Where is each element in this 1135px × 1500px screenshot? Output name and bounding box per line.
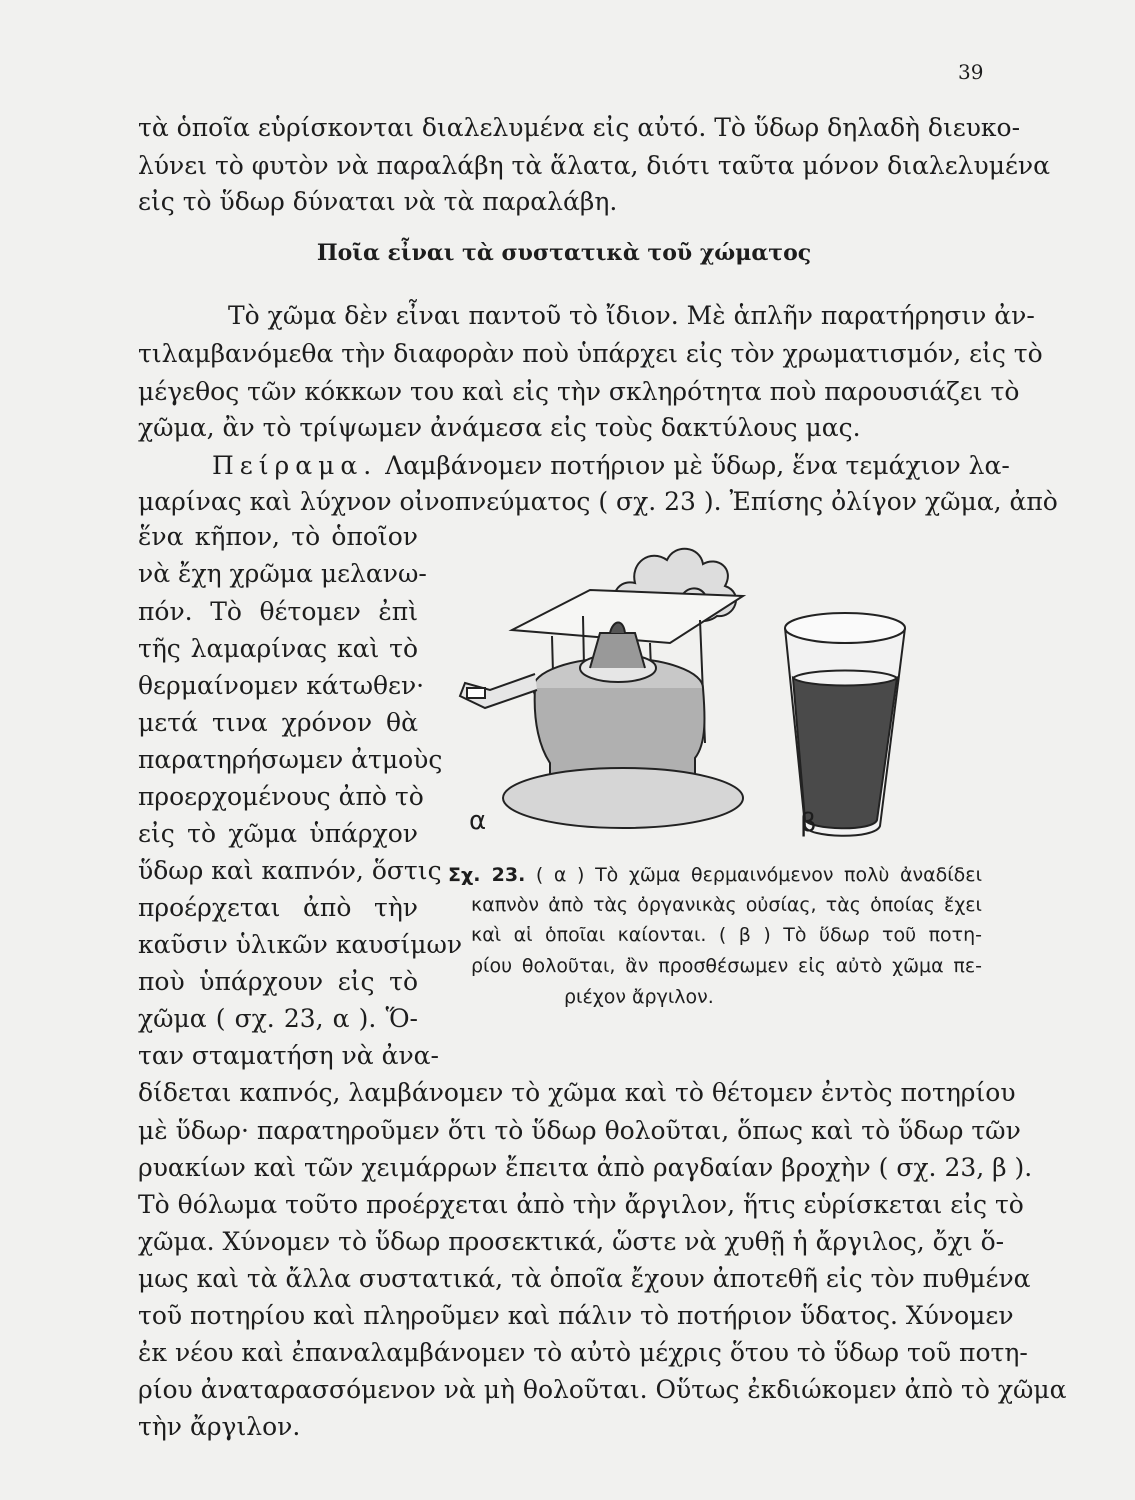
text-line: προέρχεται ἀπὸ τὴν	[138, 893, 418, 922]
text-line: τὰ ὁποῖα εὑρίσκονται διαλελυμένα εἰς αὐτό. Τὸ ὕδωρ δηλαδὴ διευκο-	[138, 113, 1021, 142]
figure-caption-line: ρίου θολοῦται, ἂν προσθέσωμεν εἰς αὐτὸ χῶμα πε-	[471, 955, 982, 977]
text-line: ποὺ ὑπάρχουν εἰς τὸ	[138, 967, 418, 996]
text-line: μως καὶ τὰ ἄλλα συστατικά, τὰ ὁποῖα ἔχουν ἀποτεθῆ εἰς τὸν πυθμένα	[138, 1264, 1031, 1293]
text-line: εἰς τὸ χῶμα ὑπάρχον	[138, 819, 418, 848]
text-line: μαρίνας καὶ λύχνον οἰνοπνεύματος ( σχ. 23 ). Ἐπίσης ὀλίγον χῶμα, ἀπὸ	[138, 487, 1058, 516]
text-line: μετά τινα χρόνον θὰ	[138, 708, 418, 737]
figure-label-b: β	[800, 808, 817, 838]
figure-caption-line: ριέχον ἄργιλον.	[564, 986, 714, 1008]
figure-23	[455, 508, 990, 848]
text-line: τιλαμβανόμεθα τὴν διαφορὰν ποὺ ὑπάρχει εἰς τὸν χρωματισμόν, εἰς τὸ	[138, 339, 1043, 368]
text-line: χῶμα ( σχ. 23, α ). Ὅ-	[138, 1004, 418, 1033]
text-line: δίδεται καπνός, λαμβάνομεν τὸ χῶμα καὶ τὸ θέτομεν ἐντὸς ποτηρίου	[138, 1078, 1016, 1107]
text-line: μὲ ὕδωρ· παρατηροῦμεν ὅτι τὸ ὕδωρ θολοῦται, ὅπως καὶ τὸ ὕδωρ τῶν	[138, 1116, 1021, 1145]
text-line: Τὸ χῶμα δὲν εἶναι παντοῦ τὸ ἴδιον. Μὲ ἁπλῆν παρατήρησιν ἀν-	[228, 301, 1035, 330]
text-line: τοῦ ποτηρίου καὶ πληροῦμεν καὶ πάλιν τὸ ποτήριον ὕδατος. Χύνομεν	[138, 1301, 1014, 1330]
text-line: χῶμα, ἂν τὸ τρίψωμεν ἀνάμεσα εἰς τοὺς δακτύλους μας.	[138, 413, 861, 442]
figure-caption-line: καπνὸν ἀπὸ τὰς ὀργανικὰς οὐσίας, τὰς ὁποίας ἔχει	[471, 894, 982, 916]
text-line: ρίου ἀναταρασσόμενον νὰ μὴ θολοῦται. Οὕτως ἐκδιώκομεν ἀπὸ τὸ χῶμα	[138, 1375, 1067, 1404]
text-line: λύνει τὸ φυτὸν νὰ παραλάβη τὰ ἅλατα, διότι ταῦτα μόνον διαλελυμένα	[138, 151, 1050, 180]
text-line: προερχομένους ἀπὸ τὸ	[138, 782, 424, 811]
text-line: χῶμα. Χύνομεν τὸ ὕδωρ προσεκτικά, ὥστε νὰ χυθῇ ἡ ἄργιλος, ὄχι ὅ-	[138, 1227, 1005, 1256]
text-line: ταν σταματήση νὰ ἀνα-	[138, 1041, 440, 1070]
text-line: ὕδωρ καὶ καπνόν, ὅστις	[138, 856, 442, 885]
text-line: ρυακίων καὶ τῶν χειμάρρων ἔπειτα ἀπὸ ραγδαίαν βροχὴν ( σχ. 23, β ).	[138, 1153, 1033, 1182]
text-line: τῆς λαμαρίνας καὶ τὸ	[138, 634, 418, 663]
experiment-label: Πείραμα.	[212, 451, 378, 480]
figure-label-a: α	[469, 806, 487, 836]
page-number: 39	[958, 60, 984, 84]
figure-caption-line	[448, 862, 982, 888]
text-line: εἰς τὸ ὕδωρ δύναται νὰ τὰ παραλάβη.	[138, 187, 618, 216]
section-heading: Ποῖα εἶναι τὰ συστατικὰ τοῦ χώματος	[316, 240, 812, 266]
figure-caption-line: καὶ αἱ ὁποῖαι καίονται. ( β ) Τὸ ὕδωρ τοῦ ποτη-	[471, 924, 982, 946]
experiment-line-text: Λαμβάνομεν ποτήριον μὲ ὕδωρ, ἕνα τεμάχιον λα-	[385, 451, 1010, 480]
text-line	[212, 450, 1010, 482]
figure-caption-text: ( α ) Τὸ χῶμα θερμαινόμενον πολὺ ἀναδίδει	[535, 864, 982, 886]
text-line: νὰ ἔχη χρῶμα μελανω-	[138, 559, 427, 588]
text-line: ἕνα κῆπον, τὸ ὁποῖον	[138, 522, 418, 551]
text-line: παρατηρήσωμεν ἀτμοὺς	[138, 745, 443, 774]
text-line: καῦσιν ὑλικῶν καυσίμων	[138, 930, 463, 959]
text-line: πόν. Τὸ θέτομεν ἐπὶ	[138, 597, 418, 626]
text-line: ἐκ νέου καὶ ἐπαναλαμβάνομεν τὸ αὐτὸ μέχρις ὅτου τὸ ὕδωρ τοῦ ποτη-	[138, 1338, 1028, 1367]
figure-illustration	[455, 508, 990, 848]
text-line: Τὸ θόλωμα τοῦτο προέρχεται ἀπὸ τὴν ἄργιλον, ἥτις εὑρίσκεται εἰς τὸ	[138, 1190, 1024, 1219]
figure-caption-ref: Σχ. 23.	[448, 864, 526, 886]
text-line: θερμαίνομεν κάτωθεν·	[138, 671, 425, 700]
text-line: μέγεθος τῶν κόκκων του καὶ εἰς τὴν σκληρότητα ποὺ παρουσιάζει τὸ	[138, 377, 1020, 406]
text-line: τὴν ἄργιλον.	[138, 1412, 301, 1441]
